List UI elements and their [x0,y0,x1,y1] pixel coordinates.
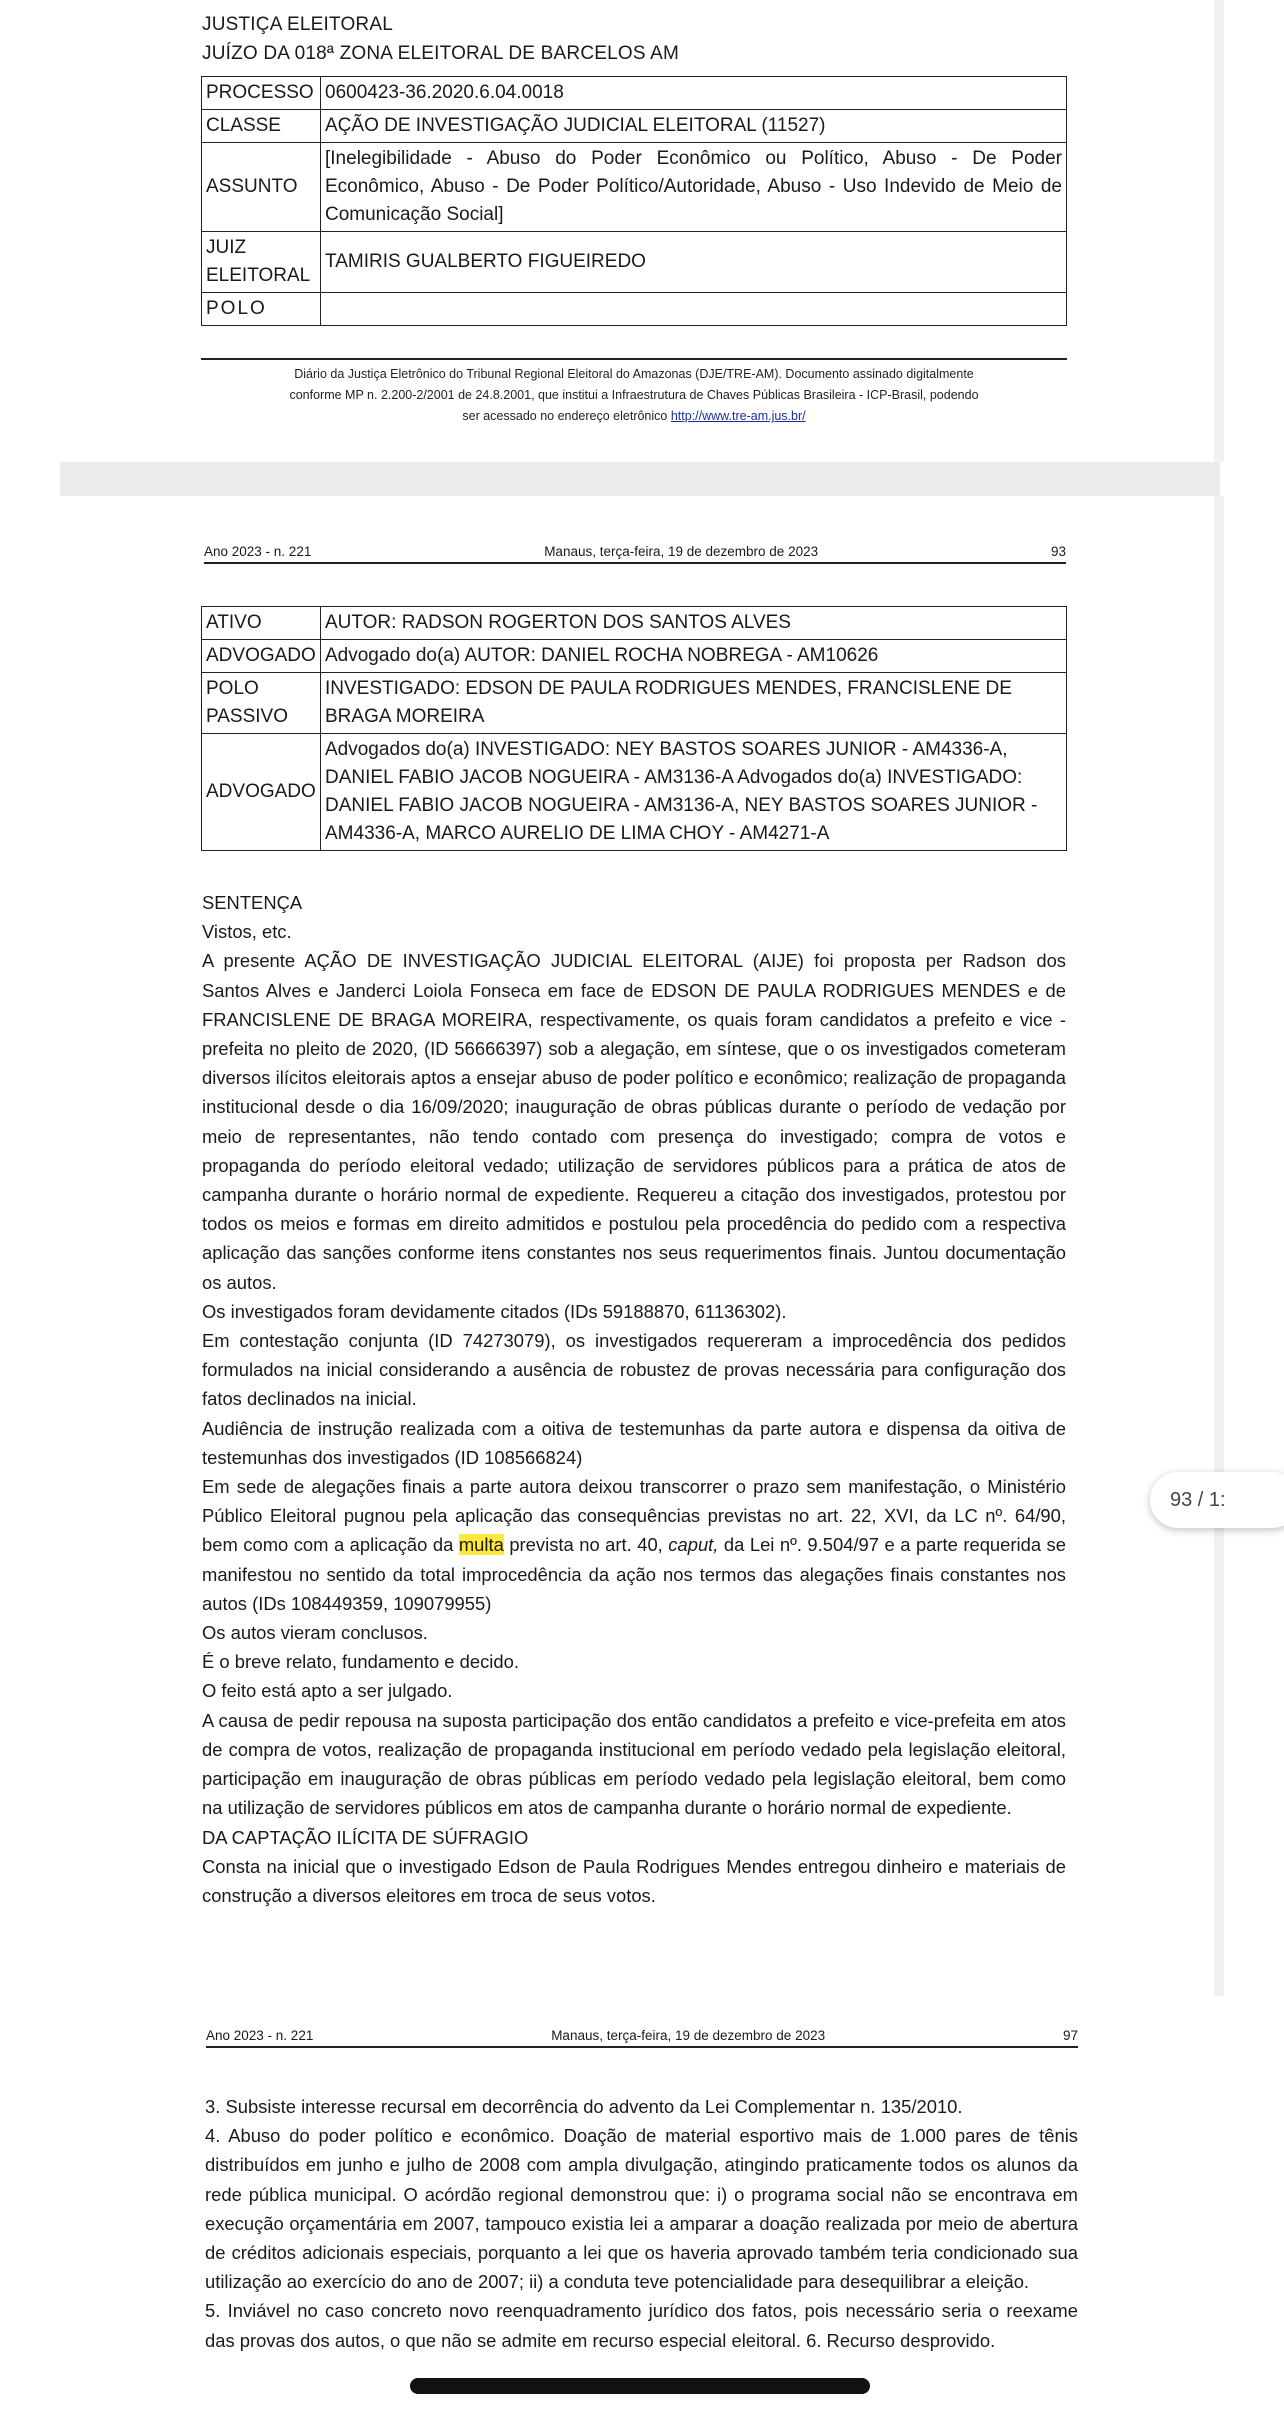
running-header [206,2028,1078,2048]
court-header-line-2: JUÍZO DA 018ª ZONA ELEITORAL DE BARCELOS AM [202,43,680,64]
table-value: AÇÃO DE INVESTIGAÇÃO JUDICIAL ELEITORAL (11527) [321,110,1067,143]
table-row [202,293,1067,326]
highlighted-word: multa [458,1534,504,1556]
table-value: TAMIRIS GUALBERTO FIGUEIREDO [321,232,1067,293]
court-header-line-1: JUSTIÇA ELEITORAL [202,14,393,35]
document-page-97 [0,2000,1284,2420]
table-value: Advogados do(a) INVESTIGADO: NEY BASTOS SOARES JUNIOR - AM4336-A, DANIEL FABIO JACOB NOGUEIRA - AM3136-A Advogados do(a) INVESTIGADO: DANIEL FABIO JACOB NOGUEIRA - AM3136-A, NEY BASTOS SOARES JUNIOR - AM4336-A, MARCO AURELIO DE LIMA CHOY - AM4271-A [321,734,1067,851]
table-key: CLASSE [202,110,321,143]
paragraph: 3. Subsiste interesse recursal em decorrência do advento da Lei Complementar n. 135/2010. [205,2096,963,2117]
issue-number: Ano 2023 - n. 221 [204,544,312,559]
page-edge [1214,0,1224,462]
table-key: PROCESSO [202,77,321,110]
page-edge [1214,496,1224,1996]
section-heading: SENTENÇA [202,892,303,913]
table-key: ADVOGADO [202,734,321,851]
table-key: POLO [202,293,321,326]
paragraph: Audiência de instrução realizada com a oitiva de testemunhas da parte autora e dispensa da oitiva de testemunhas dos investigados (ID 108566824) [202,1417,1066,1468]
table-key: JUIZ ELEITORAL [202,232,321,293]
table-value: Advogado do(a) AUTOR: DANIEL ROCHA NOBREGA - AM10626 [321,640,1067,673]
process-info-table [201,76,1067,326]
table-value [321,293,1067,326]
table-row [202,640,1067,673]
paragraph: A presente AÇÃO DE INVESTIGAÇÃO JUDICIAL ELEITORAL (AIJE) foi proposta per Radson dos Santos Alves e Janderci Loiola Fonseca em face de EDSON DE PAULA RODRIGUES MENDES e de FRANCISLENE DE BRAGA MOREIRA, respectivamente, os quais foram candidatos a prefeito e vice - prefeita no pleito de 2020, (ID 56666397) sob a alegação, em síntese, que o os investigados cometeram diversos ilícitos eleitorais aptos a ensejar abuso de poder político e econômico; realização de propaganda institucional desde o dia 16/09/2020; inauguração de obras públicas durante o período de vedação por meio de representantes, não tendo contado com presença do investigado; compra de votos e propaganda do período eleitoral vedado; utilização de servidores públicos para a prática de atos de campanha durante o horário normal de expediente. Requereu a citação dos investigados, protestou por todos os meios e formas em direito admitidos e postulou pela procedência do pedido com a respectiva aplicação das sanções conforme itens constantes nos seus requerimentos finais. Juntou documentação os autos. [202,950,1066,1293]
paragraph: Os investigados foram devidamente citados (IDs 59188870, 61136302). [202,1300,787,1322]
sentence-body [202,888,1066,1910]
italic-term: caput, [668,1534,719,1556]
paragraph: Em contestação conjunta (ID 74273079), os investigados requereram a improcedência dos pedidos formulados na inicial considerando a ausência de robustez de provas necessária para configuração dos fatos declinados na inicial. [202,1330,1066,1410]
text-run: Em sede de alegações finais a parte autora deixou transcorrer o prazo sem manifestação, o Ministério Público Eleitoral pugnou pela aplicação das consequências previstas no art. 22, XVI, da LC nº. 64/90, bem como com a aplicação da [202,1476,1066,1556]
table-row [202,673,1067,734]
table-value: [Inelegibilidade - Abuso do Poder Econômico ou Político, Abuso - De Poder Econômico, Abuso - De Poder Político/Autoridade, Abuso - Uso Indevido de Meio de Comunicação Social] [321,143,1067,232]
paragraph: 4. Abuso do poder político e econômico. Doação de material esportivo mais de 1.000 pares de tênis distribuídos em junho e julho de 2008 com ampla divulgação, atingindo praticamente todos os alunos da rede pública municipal. O acórdão regional demonstrou que: i) o programa social não se encontrava em execução orçamentária em 2007, tampouco existia lei a amparar a doação realizada por meio de abertura de créditos adicionais especiais, porquanto a lei que os haveria aprovado também teria condicionado sua utilização ao exercício do ano de 2007; ii) a conduta teve potencialidade para desequilibrar a eleição. [205,2125,1078,2293]
footnote-line: conforme MP n. 2.200-2/2001 de 24.8.2001, que institui a Infraestrutura de Chaves Públicas Brasileira - ICP-Brasil, podendo [289,388,979,402]
footnote-line [201,406,1067,427]
table-value: INVESTIGADO: EDSON DE PAULA RODRIGUES MENDES, FRANCISLENE DE BRAGA MOREIRA [321,673,1067,734]
table-value: 0600423-36.2020.6.04.0018 [321,77,1067,110]
paragraph: É o breve relato, fundamento e decido. [202,1651,519,1673]
page-indicator[interactable]: 93 / 1: [1150,1472,1284,1528]
table-row [202,232,1067,293]
page-gap [60,462,1220,496]
paragraph: 5. Inviável no caso concreto novo reenquadramento jurídico dos fatos, pois necessário seria o reexame das provas dos autos, o que não se admite em recurso especial eleitoral. 6. Recurso desprovido. [205,2300,1078,2351]
page-number: 97 [1062,2028,1078,2043]
table-row [202,607,1067,640]
footnote-rule [201,358,1067,360]
text-run: da Lei nº. 9.504/97 e a parte requerida se manifestou no sentido da total improcedência da ação nos termos das alegações finais constantes nos autos (IDs 108449359, 109079955) [202,1534,1066,1614]
footnote [201,364,1067,427]
footnote-text: ser acessado no endereço eletrônico [462,409,668,423]
table-row [202,143,1067,232]
footnote-line: Diário da Justiça Eletrônico do Tribunal Regional Eleitoral do Amazonas (DJE/TRE-AM). Documento assinado digitalmente [294,367,974,381]
table-key: ATIVO [202,607,321,640]
section-heading: DA CAPTAÇÃO ILÍCITA DE SÚFRAGIO [202,1826,529,1848]
paragraph: Os autos vieram conclusos. [202,1622,428,1644]
running-header [204,544,1066,564]
table-key: POLO PASSIVO [202,673,321,734]
table-row [202,734,1067,851]
document-page-93 [0,496,1284,2000]
paragraph: Consta na inicial que o investigado Edson de Paula Rodrigues Mendes entregou dinheiro e materiais de construção a diversos eleitores em troca de seus votos. [202,1855,1066,1906]
paragraph-alegacoes [202,1472,1066,1618]
page-number: 93 [1050,544,1066,559]
home-indicator[interactable] [410,2378,870,2394]
document-page-1 [0,0,1284,462]
tre-am-link[interactable]: http://www.tre-am.jus.br/ [670,409,806,423]
parties-table [201,606,1067,851]
table-row [202,77,1067,110]
issue-date: Manaus, terça-feira, 19 de dezembro de 2023 [551,2028,826,2043]
paragraph: A causa de pedir repousa na suposta participação dos então candidatos a prefeito e vice-prefeita em atos de compra de votos, realização de propaganda institucional em período vedado pela legislação eleitoral, participação em inauguração de obras públicas em período vedado pela legislação eleitoral, bem como na utilização de servidores públicos em atos de campanha durante o horário normal de expediente. [202,1709,1066,1819]
issue-number: Ano 2023 - n. 221 [206,2028,314,2043]
paragraph: Vistos, etc. [202,921,292,943]
table-key: ADVOGADO [202,640,321,673]
precedent-body [205,2092,1078,2355]
text-run: prevista no art. 40, [509,1534,663,1556]
table-key: ASSUNTO [202,143,321,232]
table-value: AUTOR: RADSON ROGERTON DOS SANTOS ALVES [321,607,1067,640]
paragraph: O feito está apto a ser julgado. [202,1680,453,1702]
issue-date: Manaus, terça-feira, 19 de dezembro de 2023 [544,544,819,559]
table-row [202,110,1067,143]
